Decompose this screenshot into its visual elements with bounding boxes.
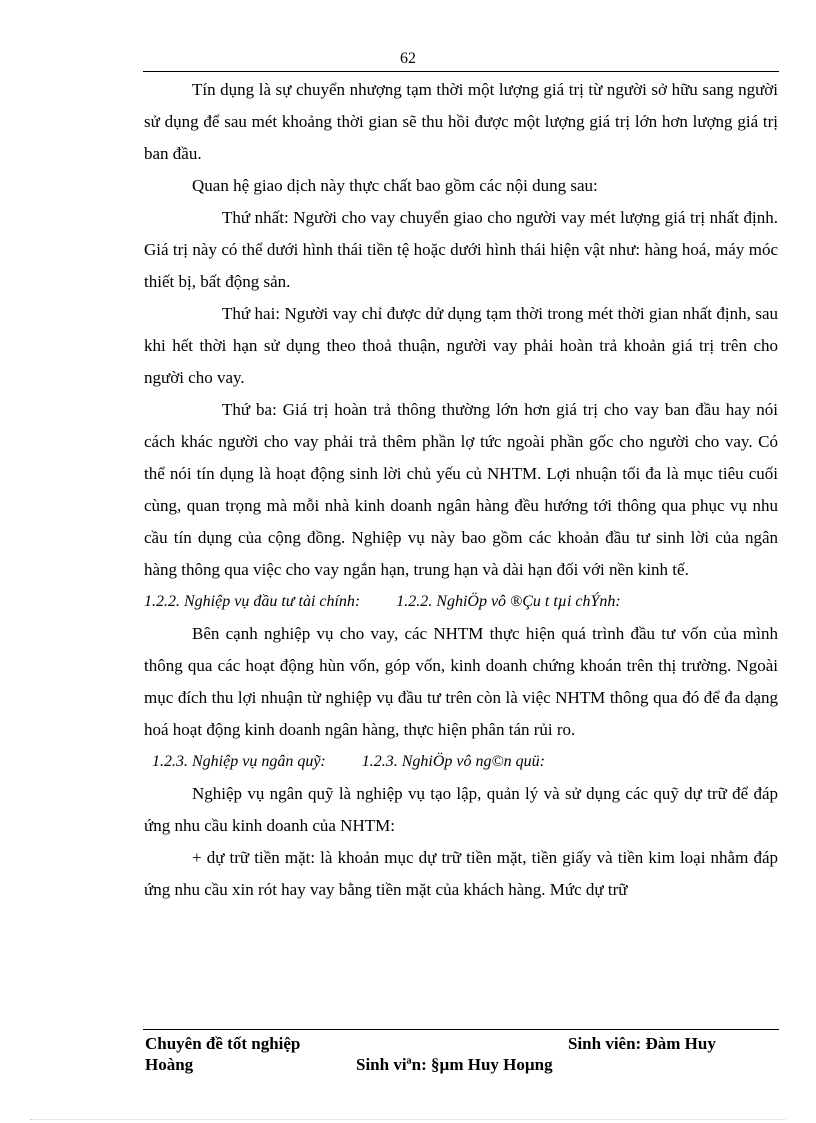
document-body (144, 74, 778, 906)
paragraph-third-point: Thứ ba: Giá trị hoàn trả thông thường lớn hơn giá trị cho vay ban đầu hay nói cách khác người cho vay phải trả thêm phần lợ tức ngoài phần gốc cho người cho vay. Có thể nói tín dụng là hoạt động sinh lời chủ yếu củ NHTM. Lợi nhuận tối đa là mục tiêu cuối cùng, quan trọng mà mỗi nhà kinh doanh ngân hàng đều hướng tới thông qua phục vụ nhu cầu tín dụng của cộng đồng. Nghiệp vụ này bao gồm các khoản đầu tư sinh lời của ngân hàng thông qua việc cho vay ngắn hạn, trung hạn và dài hạn đối với nền kinh tế. (144, 400, 778, 579)
paragraph-treasury: Nghiệp vụ ngân quỹ là nghiệp vụ tạo lập, quản lý và sử dụng các quỹ dự trữ để đáp ứng nhu cầu kinh doanh của NHTM: (144, 784, 778, 835)
paragraph-relationship-intro: Quan hệ giao dịch này thực chất bao gồm các nội dung sau: (192, 176, 598, 195)
footer-thesis-label: Chuyên đề tốt nghiệp (145, 1034, 301, 1053)
paragraph-credit-definition: Tín dụng là sự chuyển nhượng tạm thời một lượng giá trị từ người sở hữu sang người sử dụng để sau mét khoảng thời gian sẽ thu hồi được một lượng giá trị lớn hơn lượng giá trị ban đầu. (144, 80, 778, 163)
heading-text: 1.2.3. Nghiệp vụ ngân quỹ: (152, 753, 326, 770)
section-heading-1-2-2 (144, 586, 778, 618)
heading-text-garbled: 1.2.3. NghiÖp vô ng©n quü: (361, 753, 546, 770)
paragraph-first-point: Thứ nhất: Người cho vay chuyển giao cho người vay mét lượng giá trị nhất định. Giá trị này có thể dưới hình thái tiền tệ hoặc dưới hình thái hiện vật như: hàng hoá, máy móc thiết bị, bất động sản. (144, 208, 778, 291)
paragraph-investment: Bên cạnh nghiệp vụ cho vay, các NHTM thực hiện quá trình đầu tư vốn của mình thông qua các hoạt động hùn vốn, góp vốn, kinh doanh chứng khoán trên thị trường. Ngoài mục đích thu lợi nhuận từ nghiệp vụ đầu tư trên còn là việc NHTM thông qua đó để đa dạng hoá hoạt động kinh doanh ngân hàng, thực hiện phân tán rủi ro. (144, 624, 778, 739)
footer-student-name-wrap: Hoàng (145, 1055, 194, 1074)
page-edge-divider (30, 1119, 786, 1120)
page-number: 62 (400, 50, 416, 67)
header-divider (143, 71, 779, 72)
heading-text-garbled: 1.2.2. NghiÖp vô ®Çu t tµi chÝnh: (396, 593, 621, 610)
paragraph-cash-reserve: + dự trữ tiền mặt: là khoản mục dự trữ tiền mặt, tiền giấy và tiền kim loại nhằm đáp ứng nhu cầu xin rót hay vay bằng tiền mặt của khách hàng. Mức dự trữ (144, 848, 778, 899)
section-heading-1-2-3 (144, 746, 778, 778)
footer-student-garbled: Sinh viªn: §µm Huy Hoµng (356, 1055, 553, 1074)
heading-text: 1.2.2. Nghiệp vụ đầu tư tài chính: (144, 593, 361, 610)
footer-student-label: Sinh viên: Đàm Huy (568, 1034, 716, 1053)
paragraph-second-point: Thứ hai: Người vay chỉ được dử dụng tạm thời trong mét thời gian nhất định, sau khi hết thời hạn sử dụng theo thoả thuận, người vay phải hoàn trả khoản giá trị trên cho người cho vay. (144, 304, 778, 387)
footer-divider (143, 1029, 779, 1030)
